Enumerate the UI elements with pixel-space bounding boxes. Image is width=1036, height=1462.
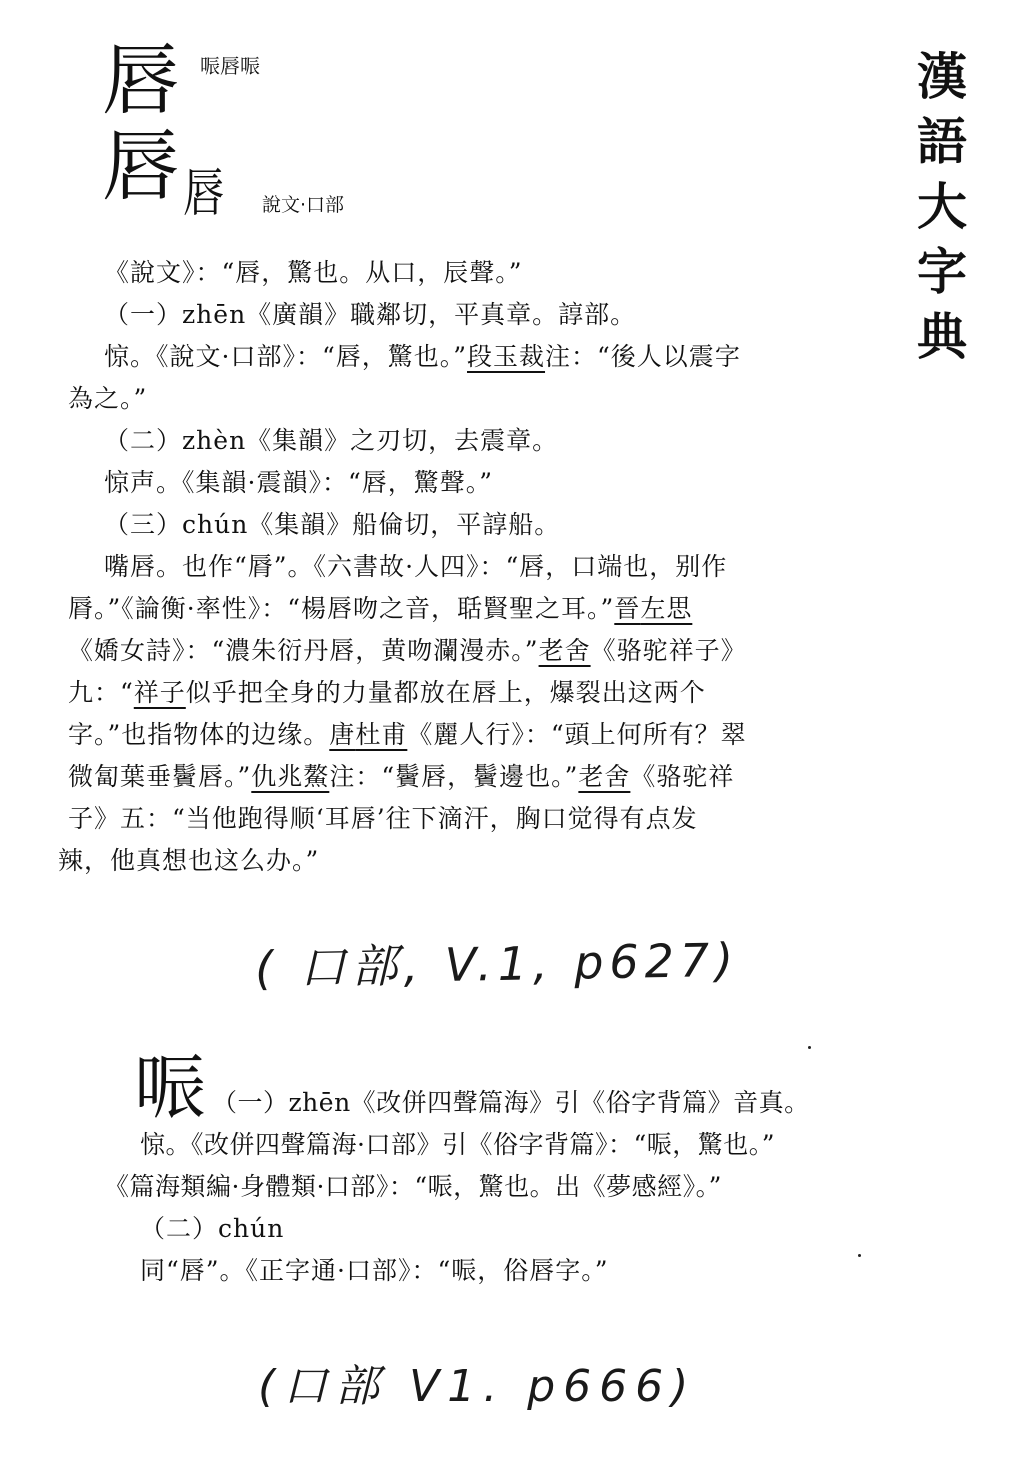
entry1-line [68, 596, 692, 621]
entry1-head-char-1: 唇 [102, 36, 181, 126]
entry2-line: （二）chún [140, 1214, 285, 1243]
entry2-line: 《篇海類編·身體類·口部》：“㖘，驚也。出《夢感經》。” [104, 1172, 722, 1201]
entry1-line [68, 680, 706, 705]
entry1-line [68, 722, 747, 747]
entry2-line: （一）zhēn《改併四聲篇海》引《俗字背篇》音真。 [212, 1088, 810, 1117]
entry1-line: 子》五：“当他跑得顺‘耳唇’往下滴汗，胸口觉得有点发 [68, 804, 698, 833]
dynasty-name: 唐 [329, 720, 356, 749]
dynasty-name: 晉 [614, 594, 641, 623]
entry1-seal-source: 說文·口部 [262, 194, 345, 216]
entry2-line: 同“唇”。《正字通·口部》：“㖘，俗唇字。” [140, 1256, 609, 1285]
text: 微匐葉垂鬢唇。” [68, 762, 252, 791]
entry1-head-char-2: 唇 [102, 122, 181, 212]
entry2-line: 惊。《改併四聲篇海·口部》引《俗字背篇》：“㖘，驚也。” [140, 1130, 776, 1159]
entry1-line: 辣，他真想也这么办。” [58, 846, 320, 875]
title-char: 大 [917, 177, 967, 236]
entry1-seal-char: 唇 [183, 164, 225, 224]
scan-speck [808, 1046, 811, 1049]
entry1-line: 惊声。《集韻·震韻》：“唇，驚聲。” [104, 468, 494, 497]
person-name: 祥子 [133, 678, 186, 707]
person-name: 左思 [640, 594, 693, 623]
entry2-head-char: 㖘 [134, 1046, 207, 1130]
text: 九：“ [68, 678, 134, 707]
entry1-line: 嘴唇。也作“脣”。《六書故·人四》：“唇，口端也，别作 [104, 552, 728, 581]
person-name: 老舍 [578, 762, 631, 791]
text: 脣。”《論衡·率性》：“楊唇吻之音，聒賢聖之耳。” [68, 594, 615, 623]
person-name: 杜甫 [355, 720, 408, 749]
entry1-line: （二）zhèn《集韻》之刃切，去震章。 [104, 426, 559, 455]
text: 《骆驼祥子》 [590, 636, 747, 665]
text: 似乎把全身的力量都放在唇上，爆裂出这两个 [185, 678, 706, 707]
entry1-variant-forms: 㖘唇㖘 [200, 54, 260, 78]
entry1-line [68, 764, 734, 789]
entry1-line: 《說文》：“唇，驚也。从口，辰聲。” [104, 258, 523, 287]
text: 注：“鬢唇，鬢邊也。” [329, 762, 579, 791]
entry2-handwritten-note: (口部 V1. p666) [258, 1361, 697, 1412]
text: 《麗人行》：“頭上何所有？翠 [407, 720, 747, 749]
person-name: 老舍 [538, 636, 591, 665]
entry1-line: 為之。” [68, 384, 148, 413]
text: 《嬌女詩》：“濃朱衍丹唇，黄吻瀾漫赤。” [68, 636, 539, 665]
text: 惊。《說文·口部》：“唇，驚也。” [104, 342, 468, 371]
title-char: 漢 [917, 47, 967, 106]
title-char: 語 [917, 112, 967, 171]
entry1-line: （三）chún《集韻》船倫切，平諄船。 [104, 510, 561, 539]
entry1-line [104, 344, 741, 369]
entry1-handwritten-note: ( 口部, V.1, p627) [254, 932, 740, 996]
person-name: 仇兆鰲 [251, 762, 330, 791]
entry1-line [68, 638, 747, 663]
text: 《骆驼祥 [630, 762, 735, 791]
text: 注：“後人以震字 [545, 342, 741, 371]
title-char: 典 [917, 307, 967, 366]
title-char: 字 [917, 242, 967, 301]
person-name: 段玉裁 [467, 342, 546, 371]
vertical-title [905, 47, 979, 366]
scan-speck [858, 1254, 861, 1257]
entry1-line: （一）zhēn《廣韻》職鄰切，平真章。諄部。 [104, 300, 637, 329]
text: 字。”也指物体的边缘。 [68, 720, 330, 749]
